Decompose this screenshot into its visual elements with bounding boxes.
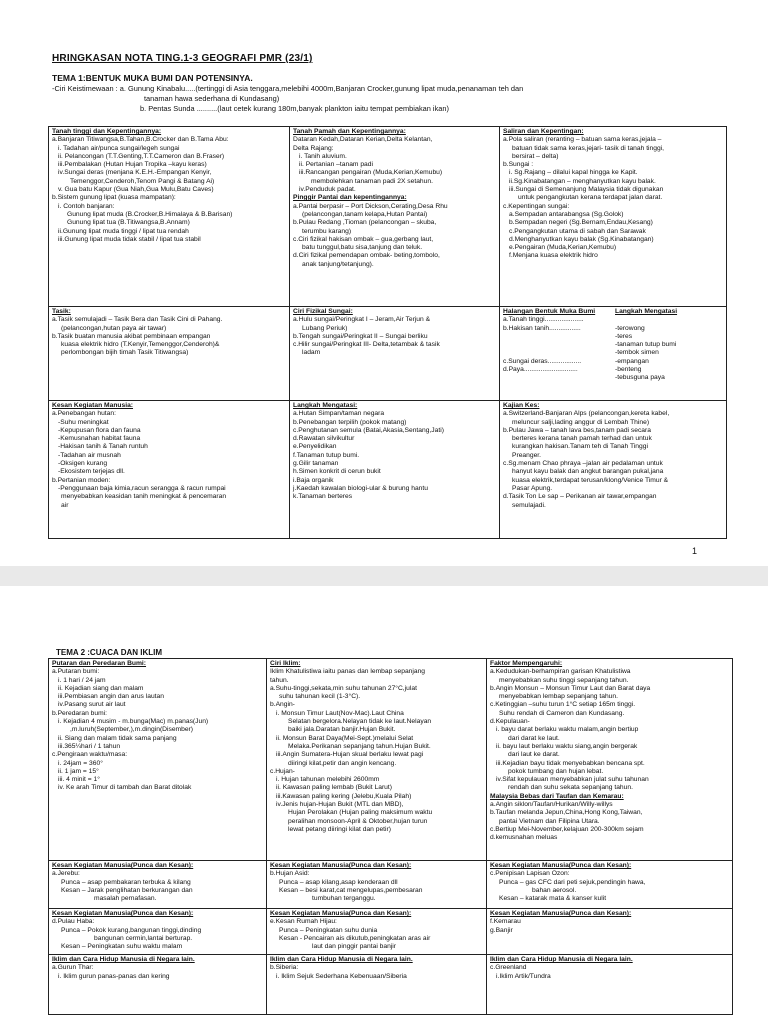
cell-line: lewat petang diiringi kilat dan petir) xyxy=(288,825,391,833)
cell-heading: Faktor Mempengaruhi: xyxy=(490,660,563,667)
cell-line: a.Gurun Thar: xyxy=(52,964,94,972)
cell-line: Delta Rajang: xyxy=(293,144,334,152)
cell-line: a.Sempadan antarabangsa (Sg.Golok) xyxy=(509,210,624,218)
cell-line: -Oksigen kurang xyxy=(58,460,108,468)
cell-line: i. Sg.Rajang – dilalui kapal hingga ke Kapit. xyxy=(509,169,638,177)
cell-line: terumbu karang) xyxy=(302,227,352,235)
cell-line: a.Switzerland-Banjaran Alps (pelancongan,kereta kabel, xyxy=(503,410,670,418)
cell-line: f.Kemarau xyxy=(490,918,521,926)
cell-line: c.Pengiraan waktu/masa: xyxy=(52,751,128,759)
cell-heading: Kesan Kegiatan Manusia(Punca dan Kesan): xyxy=(490,910,632,917)
cell-hujan-asid xyxy=(267,861,487,909)
cell-line: iv.Sifat kepulauan menyebabkan julat suhu tahunan xyxy=(496,776,649,784)
cell-line: d.Tasik Ton Le sap – Perikanan air tawar,empangan xyxy=(503,493,657,501)
cell-line: a.Banjaran Titiwangsa,B.Tahan,B.Crocker dan B.Tama Abu: xyxy=(52,136,229,144)
cell-line: diiringi kilat,petir dan angin kencang. xyxy=(288,759,397,767)
cell-line: ii. Kawasan paling lembab (Bukit Larut) xyxy=(276,784,392,792)
cell-line: h.Simen konkrit di cerun bukit xyxy=(293,468,381,476)
cell-heading: Saliran dan Kepentingan: xyxy=(503,128,584,135)
cell-line: c.Hilir sungai/Peringkat III- Delta,tetambak & tasik xyxy=(293,341,440,349)
cell-line: Punca – asap kilang,asap kenderaan dll xyxy=(279,878,398,886)
cell-line: Kesan – Jarak penglihatan berkurangan dan xyxy=(61,886,193,894)
ciri-line: tanaman hawa sederhana di Kundasang) xyxy=(144,94,280,103)
cell-pulau-haba xyxy=(49,909,267,955)
cell-line xyxy=(503,333,611,341)
cell-line: c.Pengangkutan utama di sabah dan Sarawak xyxy=(509,227,646,235)
cell-line: (pelancongan,hutan paya air tawar) xyxy=(61,324,167,332)
cell-gurun-thar xyxy=(49,955,267,1015)
cell-line: untuk pengangkutan kerana terdapat jalan darat. xyxy=(518,194,663,202)
cell-line: d.Ciri fizikal pemendapan ombak- beting,tombolo, xyxy=(293,252,440,260)
cell-line: i. 24jam = 360° xyxy=(58,759,103,767)
cell-line xyxy=(503,341,611,349)
cell-line: menyebabkan keasidan tanih meningkat & pencemaran xyxy=(61,493,227,501)
cell-line: kuasa elektrik,terdapat terusan/klong/Venice Timur & xyxy=(512,476,669,484)
cell-greenland xyxy=(487,955,733,1015)
cell-line: Punca – gas CFC dari peti sejuk,pendingin hawa, xyxy=(499,878,646,886)
cell-line: -terowong xyxy=(615,324,645,332)
cell-line: a.Suhu-tinggi,sekata,min suhu tahunan 27°C,julat xyxy=(270,684,417,692)
cell-ciri-fizikal-sungai xyxy=(290,307,500,401)
cell-line: dari darat ke laut. xyxy=(508,734,560,742)
cell-line: iii.365¼hari / 1 tahun xyxy=(58,742,121,750)
cell-line: -tanaman tutup bumi xyxy=(615,341,677,349)
cell-line: ladam xyxy=(302,349,321,357)
cell-line: Punca – asap pembakaran terbuka & kilang xyxy=(61,878,191,886)
cell-langkah-mengatasi xyxy=(290,401,500,539)
cell-line: Preanger. xyxy=(512,451,541,459)
cell-line: a.Angin siklon/Taufan/Hurikan/Willy-willys xyxy=(490,801,613,809)
cell-line: Lubang Periuk) xyxy=(302,324,348,332)
cell-heading: Langkah Mengatasi: xyxy=(293,402,358,409)
ciri-line: -Ciri Keistimewaan : a. Gunung Kinabalu.....(tertinggi di Asia tenggara,melebihi 4000m,Banjaran Crocker,gunung lipat muda,penanaman teh dan xyxy=(52,84,524,93)
cell-line: bahan aerosol. xyxy=(532,886,577,894)
cell-line: b.Pulau Jawa – tanah lava bes,tanam padi secara xyxy=(503,426,651,434)
cell-line: c.Kepentingan sungai: xyxy=(503,202,570,210)
cell-line: suhu tahunan kecil (1-3°C). xyxy=(279,693,361,701)
cell-heading: Ciri Iklim: xyxy=(270,660,301,667)
cell-line: b.Sungai : xyxy=(503,161,534,169)
tema-1-heading: TEMA 1:BENTUK MUKA BUMI DAN POTENSINYA. xyxy=(52,73,253,83)
cell-line: -Penggunaan baja kimia,racun serangga & racun rumpai xyxy=(58,484,226,492)
cell-line: -Tadahan air musnah xyxy=(58,451,121,459)
cell-line: b.Tasik buatan manusia akibat pembinaan empangan xyxy=(52,332,211,340)
cell-kajian-kes xyxy=(500,401,727,539)
cell-heading: Iklim dan Cara Hidup Manusia di Negara lain. xyxy=(490,956,633,963)
cell-line: ii. Pertanian –tanam padi xyxy=(299,161,373,169)
cell-line: iii.Pembiasan angin dan arus lautan xyxy=(58,693,164,701)
cell-line: a.Hulu sungai/Peringkat I – Jeram,Air Terjun & xyxy=(293,316,431,324)
tema-2-heading: TEMA 2 :CUACA DAN IKLIM xyxy=(56,648,163,657)
cell-line: anak tanjung/tetanjung). xyxy=(302,260,374,268)
cell-line: ii.Gunung lipat muda tinggi / lipat tua rendah xyxy=(58,227,189,235)
cell-line: iii.Kejadian bayu tidak menyebabkan bencana spt. xyxy=(496,759,645,767)
cell-line: ,m.luruh(September,),m.dingin(Disember) xyxy=(70,726,194,734)
cell-line: hanyut kayu balak dan angkut barangan pukal,jana xyxy=(512,468,664,476)
cell-heading: Kesan Kegiatan Manusia(Punca dan Kesan): xyxy=(52,910,194,917)
cell-line: Suhu rendah di Cameron dan Kundasang. xyxy=(499,709,625,717)
cell-line: Kesan – katarak mata & kanser kulit xyxy=(499,895,607,903)
cell-line: a.Tasik semulajadi – Tasik Bera dan Tasik Cini di Pahang. xyxy=(52,316,223,324)
cell-line: Gunung lipat tua (B.Titiwangsa,B.Annam) xyxy=(67,219,190,227)
cell-line: d.Pulau Haba: xyxy=(52,918,95,926)
cell-line: baiki jala.Daratan banjir.Hujan Bukit. xyxy=(288,726,396,734)
cell-line: f.Tanaman tutup bumi. xyxy=(293,451,360,459)
cell-line: c.Hujan- xyxy=(270,767,295,775)
cell-putaran-bumi xyxy=(49,659,267,861)
cell-line: Gunung lipat muda (B.Crocker,B.Himalaya & B.Barisan) xyxy=(67,210,233,218)
cell-line: d.Rawatan silvikultur xyxy=(293,435,355,443)
cell-line: bersirat – delta) xyxy=(512,152,559,160)
cell-line: a.Putaran bumi: xyxy=(52,668,100,676)
ciri-keistimewaan xyxy=(52,84,732,114)
cell-line: ii. Pelancongan (T.T.Genting,T.T.Cameron dan B.Fraser) xyxy=(58,152,225,160)
cell-line: iv.Sungai deras (menjana K.E.H.-Empangan Kenyir, xyxy=(58,169,212,177)
cell-line: -Kepupusan flora dan fauna xyxy=(58,426,141,434)
cell-line: a.Tanah tinggi..................... xyxy=(503,316,584,324)
cell-heading: Kesan Kegiatan Manusia: xyxy=(52,402,134,409)
cell-line: b.Siberia: xyxy=(270,964,299,972)
cell-line: -teres xyxy=(615,332,633,340)
cell-line: semulajadi. xyxy=(512,501,546,509)
cell-line: perlombongan bijih timah Tasik Titiwangsa) xyxy=(61,349,189,357)
cell-line: d.kemusnahan meluas xyxy=(490,834,558,842)
cell-line: meluncur salji,lading anggur di Lembah Thine) xyxy=(512,418,650,426)
cell-halangan xyxy=(500,307,727,401)
cell-line: ii. Siang dan malam tidak sama panjang xyxy=(58,734,177,742)
cell-line: -tembok simen xyxy=(615,349,659,357)
cell-line: Iklim Khatulistiwa iaitu panas dan lembap sepanjang xyxy=(270,668,426,676)
cell-line: ii. Monsun Barat Daya(Mei-Sept.)melalui Selat xyxy=(276,734,414,742)
cell-line: a.Kedudukan-berhampiran garisan Khatulistiwa xyxy=(490,668,631,676)
cell-line: a.Jerebu: xyxy=(52,870,80,878)
cell-heading: Putaran dan Peredaran Bumi: xyxy=(52,660,147,667)
cell-heading: Tanah Pamah dan Kepentingannya: xyxy=(293,128,406,135)
cell-line: batu tunggul,batu sisa,tanjung dan teluk. xyxy=(302,244,423,252)
cell-heading: Pinggir Pantai dan kepentingannya: xyxy=(293,194,407,202)
cell-line: b.Angin Monsun – Monsun Timur Laut dan Barat daya xyxy=(490,684,651,692)
cell-line xyxy=(615,316,723,324)
cell-line: bangunan cermin,lantai berturap. xyxy=(94,934,193,942)
cell-line: b.Pertanian moden: xyxy=(52,476,111,484)
page-number: 1 xyxy=(692,546,698,556)
cell-line: i. Hujan tahunan melebihi 2600mm xyxy=(276,776,380,784)
cell-tasik xyxy=(49,307,290,401)
cell-line: iv.Jenis hujan-Hujan Bukit (MTL dan MBD), xyxy=(276,801,404,809)
cell-line: pantai Vietnam dan Filipina Utara. xyxy=(499,817,600,825)
cell-line: iii.Pembalakan (Hutan Hujan Tropika –kayu keras) xyxy=(58,161,207,169)
cell-heading: Ciri Fizikal Sungai: xyxy=(293,308,353,315)
cell-line: g.Gilir tanaman xyxy=(293,460,339,468)
cell-line: i. Monsun Timur Laut(Nov-Mac).Laut China xyxy=(276,709,404,717)
cell-line: rendah dan suhu sekata sepanjang tahun. xyxy=(508,784,633,792)
tema-1-table xyxy=(48,126,727,539)
cell-line: Kesan - Pencairan ais dikutub,peningkatan aras air xyxy=(279,934,431,942)
cell-line: c.Penipisan Lapisan Ozon: xyxy=(490,870,570,878)
cell-line: (pelancongan,tanam kelapa,Hutan Pantai) xyxy=(302,210,428,218)
cell-line: iii.Gunung lipat muda tidak stabil / lipat tua stabil xyxy=(58,235,201,243)
ciri-line: b. Pentas Sunda ..........(laut cetek kurang 180m,banyak plankton iaitu tempat pembiakan ikan) xyxy=(140,104,449,113)
cell-line: -empangan xyxy=(615,357,649,365)
cell-line: ii. Kejadian siang dan malam xyxy=(58,684,144,692)
cell-line: c.Ciri fizikal hakisan ombak – gua,gerbang laut, xyxy=(293,235,434,243)
cell-line: a.Penebangan hutan: xyxy=(52,410,116,418)
cell-line: batuan tidak sama keras,jejari- tasik di tanah tinggi, xyxy=(512,144,665,152)
cell-line: -Ekosistem terjejas dll. xyxy=(58,468,125,476)
cell-line: iv.Pasang surut air laut xyxy=(58,701,126,709)
cell-line: c.Penghutanan semula (Batai,Akasia,Sentang,Jati) xyxy=(293,426,444,434)
cell-line: ii. bayu laut berlaku waktu siang,angin bergerak xyxy=(496,742,638,750)
cell-line: i. 1 hari / 24 jam xyxy=(58,676,106,684)
cell-line: c.Sg.menam Chao phraya –jalan air pedalaman untuk xyxy=(503,460,663,468)
cell-line: a.Pola saliran (reranting – batuan sama keras,jejala – xyxy=(503,136,662,144)
cell-heading: Malaysia Bebas dari Taufan dan Kemarau: xyxy=(490,792,624,800)
cell-line: laut dan pinggir pantai banjir xyxy=(312,943,397,951)
page-gap xyxy=(0,566,768,586)
cell-line: Punca – Peningkatan suhu dunia xyxy=(279,926,378,934)
cell-line: pokok tumbang dan hujan lebat. xyxy=(508,767,604,775)
cell-line: -Hakisan tanih & Tanah runtuh xyxy=(58,443,148,451)
cell-line: -benteng xyxy=(615,366,642,374)
cell-ciri-iklim xyxy=(267,659,487,861)
cell-line: Punca – Pokok kurang,bangunan tinggi,dinding xyxy=(61,926,202,934)
cell-line: -tebusguna paya xyxy=(615,374,665,382)
cell-saliran xyxy=(500,127,727,307)
cell-line: Selatan bergelora.Nelayan tidak ke laut.Nelayan xyxy=(288,718,432,726)
cell-line: Hujan Perolakan (Hujan paling maksimum waktu xyxy=(288,809,433,817)
cell-siberia xyxy=(267,955,487,1015)
cell-line: c.Bertiup Mei-November,kelajuan 200-300km sejam xyxy=(490,825,644,833)
cell-heading: Kesan Kegiatan Manusia(Punca dan Kesan): xyxy=(52,862,194,869)
cell-line: i. Kejadian 4 musim - m.bunga(Mac) m.panas(Jun) xyxy=(58,718,209,726)
cell-line: menyebabkan suhu tinggi sepanjang tahun. xyxy=(499,676,629,684)
cell-line: berteres kerana tanah pamah terhad dan untuk xyxy=(512,435,652,443)
cell-heading: Kesan Kegiatan Manusia(Punca dan Kesan): xyxy=(270,862,412,869)
cell-line: menyebabkan lembap sepanjang tahun. xyxy=(499,693,618,701)
cell-line: iii. 4 minit = 1° xyxy=(58,776,100,784)
cell-line: tahun. xyxy=(270,676,289,684)
cell-jerebu xyxy=(49,861,267,909)
cell-line: Pasar Apung. xyxy=(512,484,553,492)
cell-line: i. Tadahan air/punca sungai/legeh sungai xyxy=(58,144,180,152)
cell-line: tumbuhan terganggu. xyxy=(312,895,376,903)
halangan-column xyxy=(503,308,611,383)
document-title: HRINGKASAN NOTA TING.1-3 GEOGRAFI PMR (23/1) xyxy=(52,53,313,64)
cell-line: iii.Rancangan pengairan (Muda,Kerian,Kemubu) xyxy=(299,169,443,177)
document-page-2 xyxy=(0,586,768,1024)
cell-line: b.Hujan Asid: xyxy=(270,870,310,878)
cell-line: iv.Penduduk padat. xyxy=(299,186,356,194)
cell-line: b.Taufan melanda Jepun,China,Hong Kong,Taiwan, xyxy=(490,809,643,817)
cell-line: d.Menghanyutkan kayu balak (Sg.Kinabatangan) xyxy=(509,235,654,243)
cell-line: g.Banjir xyxy=(490,926,513,934)
cell-line: Kesan – besi karat,cat mengelupas,pembesaran xyxy=(279,886,423,894)
cell-heading: Kesan Kegiatan Manusia(Punca dan Kesan): xyxy=(270,910,412,917)
cell-line: iii.Angin Sumatera-Hujan skual berlaku lewat pagi xyxy=(276,751,424,759)
cell-line: c.Ketinggian –suhu turun 1°C setiap 165m tinggi. xyxy=(490,701,636,709)
cell-line: iii.Kawasan paling kering (Jelebu,Kuala Pilah) xyxy=(276,792,412,800)
cell-line: i. bayu darat berlaku waktu malam,angin bertiup xyxy=(496,726,639,734)
cell-line: c.Sungai deras.................. xyxy=(503,357,582,365)
cell-line: iv. Ke arah Timur di tambah dan Barat ditolak xyxy=(58,784,192,792)
cell-line: air xyxy=(61,501,69,509)
cell-line: Melaka.Perikanan sepanjang tahun.Hujan Bukit. xyxy=(288,742,431,750)
cell-heading: Halangan Bentuk Muka Bumi xyxy=(503,308,596,315)
cell-heading: Tasik: xyxy=(52,308,71,315)
cell-line: j.Kaedah kawalan biologi-ular & burung hantu xyxy=(293,484,428,492)
cell-line: i. Iklim gurun panas-panas dan kering xyxy=(58,972,170,980)
cell-kesan-kegiatan xyxy=(49,401,290,539)
cell-line: b.Sistem gunung lipat (kuasa mampatan): xyxy=(52,194,176,202)
cell-heading: Iklim dan Cara Hidup Manusia di Negara lain. xyxy=(270,956,413,963)
cell-line: i. Tanih aluvium. xyxy=(299,152,347,160)
cell-line: i. Iklim Sejuk Sederhana Kebenuaan/Siberia xyxy=(276,972,407,980)
cell-line: -Suhu meningkat xyxy=(58,418,109,426)
cell-heading: Langkah Mengatasi xyxy=(615,308,678,315)
cell-line: e.Penyelidikan xyxy=(293,443,337,451)
cell-rumah-hijau xyxy=(267,909,487,955)
cell-line: membolehkan tanaman padi 2X setahun. xyxy=(311,177,433,185)
cell-line: b.Peredaran bumi: xyxy=(52,709,108,717)
cell-line: v. Gua batu Kapur (Gua Niah,Gua Mulu,Batu Caves) xyxy=(58,186,214,194)
cell-heading: Iklim dan Cara Hidup Manusia di Negara lain. xyxy=(52,956,195,963)
cell-tanah-tinggi xyxy=(49,127,290,307)
cell-line: Temenggor,Cenderoh,Tenom Pangi & Batang Ai) xyxy=(70,177,215,185)
cell-line: peralihan monsoon-April & Oktober,hujan turun xyxy=(288,817,428,825)
cell-line: b.Penebangan terpilih (pokok matang) xyxy=(293,418,407,426)
langkah-column xyxy=(615,308,723,383)
cell-line: f.Menjana kuasa elektrik hidro xyxy=(509,252,598,260)
cell-line xyxy=(503,349,611,357)
cell-line: b.Angin- xyxy=(270,701,295,709)
cell-line: i.Baja organik xyxy=(293,476,334,484)
cell-line: kurangkan hakisan.Tanam teh di Tanah Tinggi xyxy=(512,443,648,451)
cell-line: kuasa elektrik hidro (T.Kenyir,Temenggor,Cenderoh)& xyxy=(61,341,220,349)
cell-line: b.Pulau Redang ,Tioman (pelancongan – skuba, xyxy=(293,219,437,227)
cell-line: c.Greenland xyxy=(490,964,527,972)
cell-line: d.Paya............................. xyxy=(503,366,578,374)
cell-line: b.Hakisan tanih................. xyxy=(503,324,581,332)
cell-heading: Kesan Kegiatan Manusia(Punca dan Kesan): xyxy=(490,862,632,869)
cell-line: a.Pantai berpasir – Port Dickson,Cerating,Desa Rhu xyxy=(293,202,448,210)
cell-line: k.Tanaman berteres xyxy=(293,493,353,501)
cell-line: a.Hutan Simpan/taman negara xyxy=(293,410,385,418)
cell-ozon xyxy=(487,861,733,909)
cell-line: ii. 1 jam = 15° xyxy=(58,767,99,775)
cell-line: i.Iklim Artik/Tundra xyxy=(496,972,551,980)
cell-line: d.Kepulauan- xyxy=(490,718,530,726)
cell-heading: Kajian Kes: xyxy=(503,402,540,409)
cell-line: ii.Sg.Kinabatangan – menghanyutkan kayu balak. xyxy=(509,177,656,185)
cell-line: -Kemusnahan habitat fauna xyxy=(58,435,141,443)
cell-line: i. Contoh banjaran: xyxy=(58,202,115,210)
cell-line: b.Tengah sungai/Peringkat II – Sungai berliku xyxy=(293,332,428,340)
cell-kemarau xyxy=(487,909,733,955)
cell-line: masalah pernafasan. xyxy=(94,895,157,903)
cell-line: Kesan – Peningkatan suhu waktu malam xyxy=(61,943,183,951)
cell-heading: Tanah tinggi dan Kepentingannya: xyxy=(52,128,162,135)
cell-line: e.Kesan Rumah Hijau: xyxy=(270,918,337,926)
cell-faktor-mempengaruhi xyxy=(487,659,733,861)
cell-line: Dataran Kedah,Dataran Kerian,Delta Kelantan, xyxy=(293,136,433,144)
cell-line: b.Sempadan negeri (Sg.Bernam,Endau,Kesang) xyxy=(509,219,653,227)
cell-line: e.Pengairan (Muda,Kerian,Kemubu) xyxy=(509,244,617,252)
tema-2-table xyxy=(48,658,733,1015)
cell-tanah-pamah xyxy=(290,127,500,307)
cell-line: dari laut ke darat. xyxy=(508,751,560,759)
cell-line: iii.Sungai di Semenanjung Malaysia tidak digunakan xyxy=(509,186,664,194)
